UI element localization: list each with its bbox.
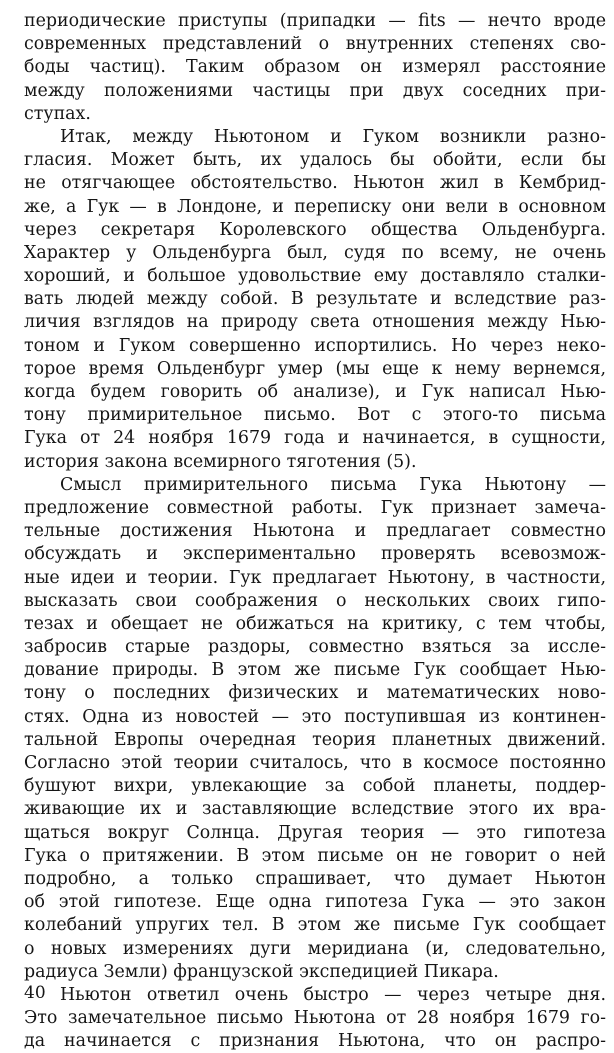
text-line: не отягчающее обстоятельство. Ньютон жил в Кембрид-	[24, 173, 606, 194]
text-line: Гука о притяжении. В этом письме он не говорит о ней	[24, 845, 606, 866]
text-line: тальной Европы очередная теория планетных движений.	[24, 729, 606, 750]
text-line: периодические приступы (припадки — fits — нечто вроде	[24, 11, 606, 31]
text-line: Это замечательное письмо Ньютона от 28 ноября 1679 го-	[24, 1008, 606, 1029]
text-line: Итак, между Ньютоном и Гуком возникли разно-	[60, 126, 606, 147]
text-line: дование природы. В этом же письме Гук сообщает Нью-	[24, 660, 606, 681]
text-line: личия взглядов на природу света отношения между Нью-	[24, 312, 606, 333]
text-line: бушуют вихри, увлекающие за собой планеты, поддер-	[24, 776, 606, 797]
text-line: ные идеи и теории. Гук предлагает Ньютону, в частности,	[24, 567, 606, 588]
text-line: вать людей между собой. В результате и вследствие раз-	[24, 289, 606, 310]
text-line: тезах и обещает не обижаться на критику, с тем чтобы,	[24, 613, 606, 634]
text-line: Смысл примирительного письма Гука Ньютону —	[60, 474, 606, 495]
text-line: тону о последних физических и математических ново-	[24, 683, 606, 704]
text-line: колебаний упругих тел. В этом же письме Гук сообщает	[24, 915, 606, 936]
text-line: Гука от 24 ноября 1679 года и начинается, в сущности,	[24, 428, 606, 449]
text-line: стях. Одна из новостей — это поступившая из континен-	[24, 706, 606, 727]
page-number: 40	[24, 983, 46, 1000]
text-line: торое время Ольденбург умер (мы еще к нему вернемся,	[24, 358, 606, 379]
text-line: живающие их и заставляющие вследствие этого их вра-	[24, 799, 606, 820]
text-line: да начинается с признания Ньютона, что он распро-	[24, 1031, 606, 1052]
text-line: хороший, и большое удовольствие ему доставляло сталки-	[24, 266, 606, 287]
text-line: высказать свои соображения о нескольких своих гипо-	[24, 590, 606, 611]
text-line: гласия. Может быть, их удалось бы обойти, если бы	[24, 150, 606, 171]
text-line: Ньютон ответил очень быстро — через четыре дня.	[60, 984, 606, 1005]
text-line: между положениями частицы при двух соседних при-	[24, 80, 606, 101]
text-line: Характер у Ольденбурга был, судя по всему, не очень	[24, 242, 606, 263]
text-line: боды частиц). Таким образом он измерял расстояние	[24, 57, 606, 78]
text-line: история закона всемирного тяготения (5).	[24, 451, 417, 472]
text-line: предложение совместной работы. Гук признает замеча-	[24, 497, 606, 518]
text-line: когда будем говорить об анализе), и Гук написал Нью-	[24, 382, 606, 402]
paragraph	[24, 474, 606, 984]
text-line: тону примирительное письмо. Вот с этого-то письма	[24, 405, 606, 426]
text-line: же, а Гук — в Лондоне, и переписку они вели в основном	[24, 196, 606, 217]
book-page-text	[24, 10, 606, 1053]
text-line: ступах.	[24, 103, 91, 124]
paragraph	[24, 984, 606, 1053]
paragraph	[24, 10, 606, 126]
text-line: радиуса Земли) французской экспедицией Пикара.	[24, 961, 499, 982]
text-line: подробно, а только спрашивает, что думает Ньютон	[24, 868, 606, 889]
text-line: обсуждать и экспериментально проверять всевозмож-	[24, 544, 606, 565]
text-line: щаться вокруг Солнца. Другая теория — это гипотеза	[24, 822, 606, 843]
text-line: об этой гипотезе. Еще одна гипотеза Гука — это закон	[24, 892, 606, 913]
text-line: забросив старые раздоры, совместно взяться за иссле-	[24, 637, 606, 658]
paragraph	[24, 126, 606, 474]
text-line: тельные достижения Ньютона и предлагает совместно	[24, 521, 606, 542]
text-line: тоном и Гуком совершенно испортились. Но через неко-	[24, 335, 606, 356]
text-line: современных представлений о внутренних степенях сво-	[24, 34, 606, 55]
text-line: через секретаря Королевского общества Ольденбурга.	[24, 219, 606, 240]
text-line: Согласно этой теории считалось, что в космосе постоянно	[24, 753, 606, 773]
text-line: о новых измерениях дуги меридиана (и, следовательно,	[24, 938, 606, 959]
